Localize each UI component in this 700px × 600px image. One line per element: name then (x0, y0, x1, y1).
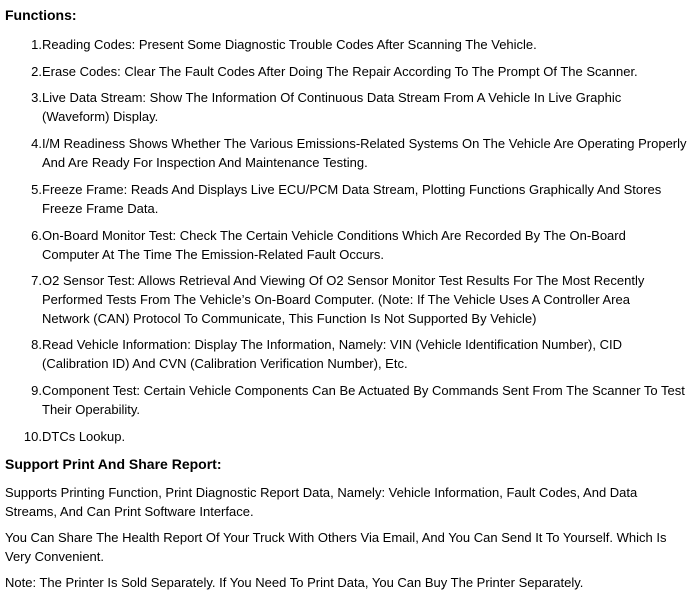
list-item-text (42, 427, 694, 446)
list-item-line: Read Vehicle Information: Display The Information, Namely: VIN (Vehicle Identification Number), CID (42, 337, 622, 352)
list-item-text (42, 62, 694, 81)
list-item-number: 8. (31, 337, 42, 352)
list-item-line: On-Board Monitor Test: Check The Certain Vehicle Conditions Which Are Recorded By The On-Board (42, 228, 626, 243)
list-item-line: DTCs Lookup. (42, 429, 126, 444)
list-item-number: 5. (31, 182, 42, 197)
list-item-number: 2. (31, 64, 42, 79)
paragraph-line: Very Convenient. (5, 549, 105, 564)
functions-heading: Functions: (5, 7, 77, 23)
list-item-line: And Are Ready For Inspection And Maintenance Testing. (42, 155, 368, 170)
list-item-number: 10. (23, 429, 42, 444)
list-item-text (42, 134, 694, 172)
list-item-text (42, 271, 694, 328)
paragraph (5, 483, 695, 521)
list-item-line: I/M Readiness Shows Whether The Various Emissions-Related Systems On The Vehicle Are Operating Properly (42, 136, 687, 151)
paragraph-line: Streams, And Can Print Software Interface. (5, 504, 254, 519)
paragraph (5, 528, 695, 566)
list-item-line: Network (CAN) Protocol To Communicate, This Function Is Not Supported By Vehicle) (42, 311, 537, 326)
list-item-number: 1. (31, 37, 42, 52)
paragraph-line: You Can Share The Health Report Of Your Truck With Others Via Email, And You Can Send It To Yourself. Which Is (5, 530, 667, 545)
list-item-line: Freeze Frame: Reads And Displays Live ECU/PCM Data Stream, Plotting Functions Graphically And Stores (42, 182, 662, 197)
list-item-number: 7. (31, 273, 42, 288)
list-item-line: (Waveform) Display. (42, 109, 159, 124)
list-item-number: 6. (31, 228, 42, 243)
list-item-number: 3. (31, 90, 42, 105)
paragraph-line: Note: The Printer Is Sold Separately. If You Need To Print Data, You Can Buy The Printer Separately. (5, 575, 584, 590)
list-item-line: Erase Codes: Clear The Fault Codes After Doing The Repair According To The Prompt Of The Scanner. (42, 64, 638, 79)
paragraph-line: Supports Printing Function, Print Diagnostic Report Data, Namely: Vehicle Information, Fault Codes, And Data (5, 485, 638, 500)
list-item-text (42, 88, 694, 126)
paragraph (5, 573, 695, 592)
list-item-number: 9. (31, 383, 42, 398)
list-item-text (42, 180, 694, 218)
list-item-line: Their Operability. (42, 402, 141, 417)
list-item-text (42, 226, 694, 264)
list-item-text (42, 35, 694, 54)
list-item-line: Freeze Frame Data. (42, 201, 159, 216)
list-item-text (42, 381, 694, 419)
list-item-line: Reading Codes: Present Some Diagnostic Trouble Codes After Scanning The Vehicle. (42, 37, 537, 52)
list-item-line: (Calibration ID) And CVN (Calibration Verification Number), Etc. (42, 356, 408, 371)
list-item-line: Live Data Stream: Show The Information Of Continuous Data Stream From A Vehicle In Live Graphic (42, 90, 622, 105)
list-item-line: Performed Tests From The Vehicle’s On-Board Computer. (Note: If The Vehicle Uses A Controller Area (42, 292, 630, 307)
list-item-line: Computer At The Time The Emission-Related Fault Occurs. (42, 247, 384, 262)
list-item-number: 4. (31, 136, 42, 151)
list-item-line: O2 Sensor Test: Allows Retrieval And Viewing Of O2 Sensor Monitor Test Results For The Most Recently (42, 273, 645, 288)
list-item-line: Component Test: Certain Vehicle Components Can Be Actuated By Commands Sent From The Scanner To Test (42, 383, 685, 398)
list-item-text (42, 335, 694, 373)
support-heading: Support Print And Share Report: (5, 456, 222, 472)
